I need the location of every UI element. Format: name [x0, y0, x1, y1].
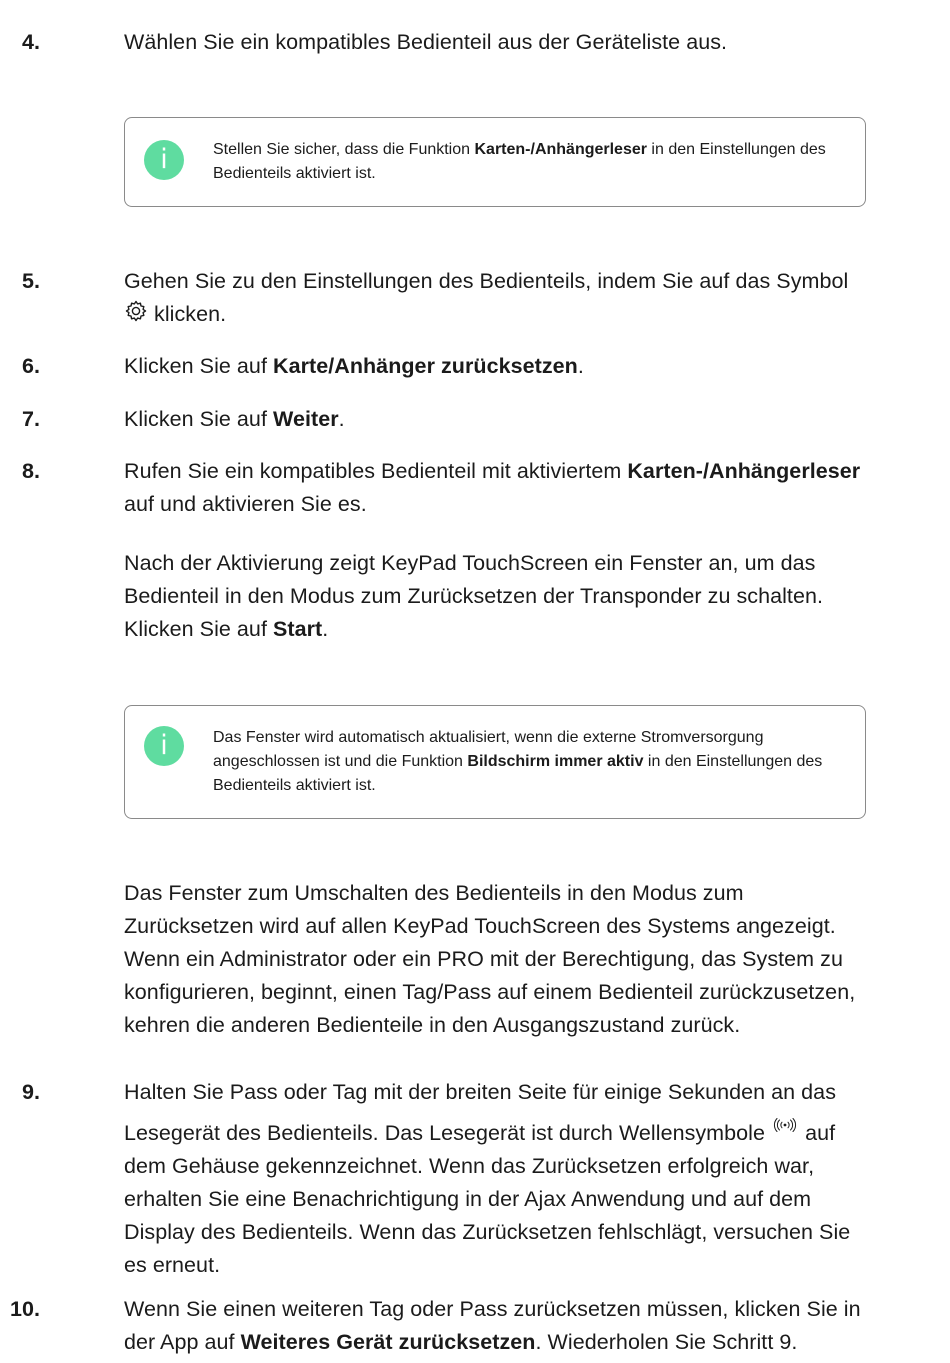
info-icon: i [144, 726, 184, 766]
step-text: Klicken Sie auf Karte/Anhänger zurücksetzen. [124, 354, 584, 378]
step-number: 7. [21, 407, 40, 431]
step-number: 6. [21, 354, 40, 378]
step-text: Klicken Sie auf Weiter. [124, 407, 345, 431]
step-number: 8. [21, 459, 40, 483]
info-note [124, 117, 866, 207]
step-text: Wenn Sie einen weiteren Tag oder Pass zurücksetzen müssen, klicken Sie in der App auf Weiteres Gerät zurücksetzen. Wiederholen Sie Schritt 9. [124, 1297, 861, 1354]
note-text: Stellen Sie sicher, dass die Funktion Karten-/Anhängerleser in den Einstellungen des Bedienteils aktiviert ist. [213, 141, 826, 182]
step-number: 4. [21, 30, 40, 54]
window-paragraph: Das Fenster zum Umschalten des Bedienteils in den Modus zum Zurücksetzen wird auf allen KeyPad TouchScreen des Systems angezeigt. Wenn ein Administrator oder ein PRO mit der Berechtigung, das System zu konfigurieren, beginnt, einen Tag/Pass auf einem Bedienteil zurückzusetzen, kehren die anderen Bedienteile in den Ausgangszustand zurück. [124, 881, 856, 1037]
gear-icon [124, 299, 148, 333]
note-text: Das Fenster wird automatisch aktualisiert, wenn die externe Stromversorgung angeschlossen ist und die Funktion Bildschirm immer aktiv in den Einstellungen des Bedienteils aktiviert ist. [213, 729, 823, 794]
step-8-paragraph: Nach der Aktivierung zeigt KeyPad TouchScreen ein Fenster an, um das Bedienteil in den Modus zum Zurücksetzen der Transponder zu schalten. Klicken Sie auf Start. [124, 551, 823, 641]
wave-icon [773, 1109, 797, 1142]
step-number: 5. [21, 269, 40, 293]
step-text: Rufen Sie ein kompatibles Bedienteil mit aktiviertem Karten-/Anhängerleser auf und aktivieren Sie es. [124, 459, 861, 516]
step-text: Gehen Sie zu den Einstellungen des Bedienteils, indem Sie auf das Symbol klicken. [124, 265, 869, 333]
info-icon: i [144, 140, 184, 180]
step-number: 9. [21, 1080, 40, 1104]
step-number: 10. [9, 1297, 40, 1321]
step-text: Wählen Sie ein kompatibles Bedienteil aus der Geräteliste aus. [124, 30, 728, 54]
info-note [124, 705, 866, 819]
step-text: Halten Sie Pass oder Tag mit der breiten Seite für einige Sekunden an das Lesegerät des Bedienteils. Das Lesegerät ist durch Wellensymbole auf dem Gehäuse gekennzeichnet. Wenn das Zurücksetzen erfolgreich war, erhalten Sie eine Benachrichtigung in der Ajax Anwendung und auf dem Display des Bedienteils. Wenn das Zurücksetzen fehlschlägt, versuchen Sie es erneut. [124, 1080, 851, 1277]
